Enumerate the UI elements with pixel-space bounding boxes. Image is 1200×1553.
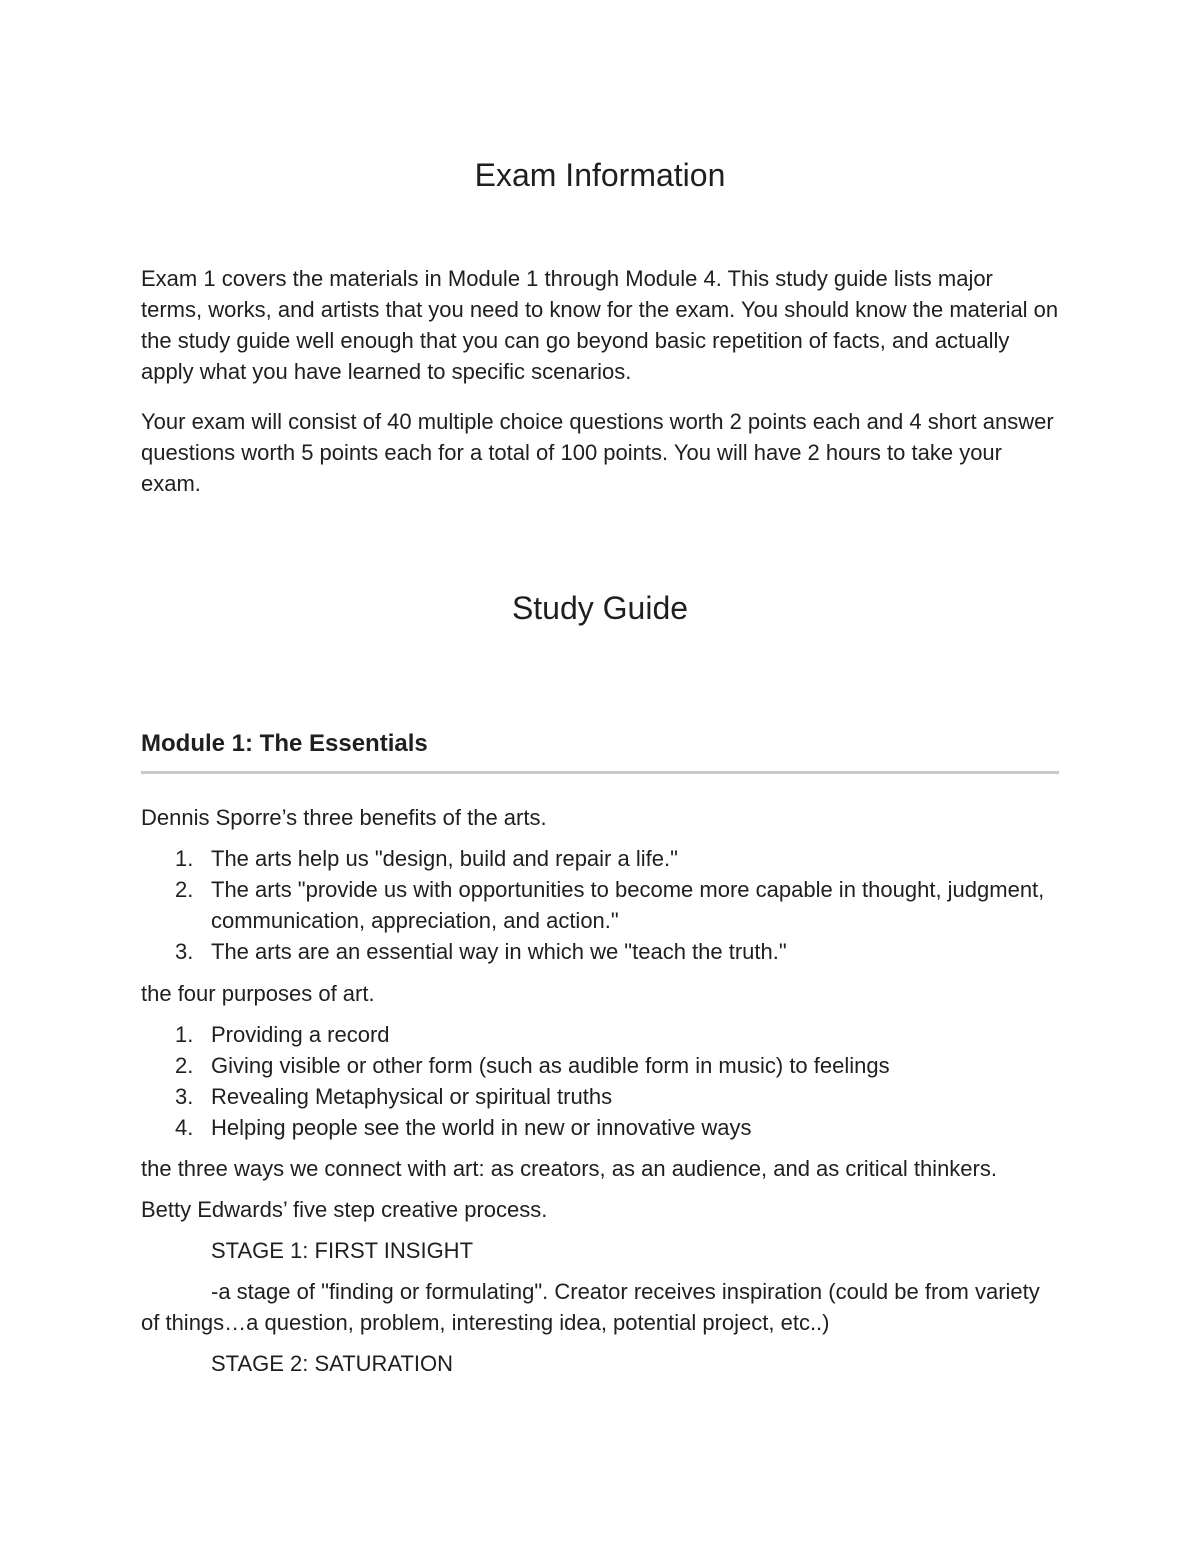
stage-1-title: STAGE 1: FIRST INSIGHT [211, 1238, 474, 1263]
list-item [141, 936, 1059, 967]
list-item-text: The arts help us "design, build and repair a life." [211, 846, 678, 871]
module-1-heading: Module 1: The Essentials [141, 730, 428, 757]
list-number: 4. [175, 1115, 194, 1140]
stage-2-title: STAGE 2: SATURATION [211, 1351, 454, 1376]
list-item [141, 1112, 1059, 1143]
list-item-text: Helping people see the world in new or innovative ways [211, 1115, 752, 1140]
benefits-intro: Dennis Sporre’s three benefits of the arts. [141, 805, 547, 830]
list-item-text: The arts are an essential way in which we "teach the truth." [211, 939, 787, 964]
list-item-text: Revealing Metaphysical or spiritual truths [211, 1084, 613, 1109]
module-divider [141, 771, 1059, 774]
list-number: 3. [175, 939, 194, 964]
list-item [141, 1081, 1059, 1112]
connect-ways-text: the three ways we connect with art: as creators, as an audience, and as critical thinkers. [141, 1156, 997, 1181]
stage-1-description: -a stage of "finding or formulating". Creator receives inspiration (could be from variety of things…a question, problem, interesting idea, potential project, etc..) [141, 1279, 1040, 1335]
list-item [141, 843, 1059, 874]
list-number: 2. [175, 1053, 194, 1078]
list-number: 2. [175, 877, 194, 902]
list-item-text: Providing a record [211, 1022, 390, 1047]
purposes-list [141, 1019, 1059, 1143]
list-number: 1. [175, 846, 194, 871]
list-item [141, 1019, 1059, 1050]
study-guide-title: Study Guide [511, 590, 689, 626]
creative-process-intro: Betty Edwards’ five step creative process. [141, 1197, 548, 1222]
list-number: 1. [175, 1022, 194, 1047]
exam-info-paragraph-2: Your exam will consist of 40 multiple choice questions worth 2 points each and 4 short answer questions worth 5 points each for a total of 100 points. You will have 2 hours to take your exam. [141, 409, 1054, 496]
list-number: 3. [175, 1084, 194, 1109]
exam-info-paragraph-1: Exam 1 covers the materials in Module 1 through Module 4. This study guide lists major terms, works, and artists that you need to know for the exam. You should know the material on the study guide well enough that you can go beyond basic repetition of facts, and actually apply what you have learned to specific scenarios. [141, 266, 1059, 384]
list-item-text: The arts "provide us with opportunities to become more capable in thought, judgment, communication, appreciation, and action." [211, 877, 1045, 933]
list-item-text: Giving visible or other form (such as audible form in music) to feelings [211, 1053, 890, 1078]
exam-information-title: Exam Information [474, 157, 726, 193]
purposes-intro: the four purposes of art. [141, 981, 375, 1006]
benefits-list [141, 843, 1059, 967]
list-item [141, 1050, 1059, 1081]
list-item [141, 874, 1059, 936]
